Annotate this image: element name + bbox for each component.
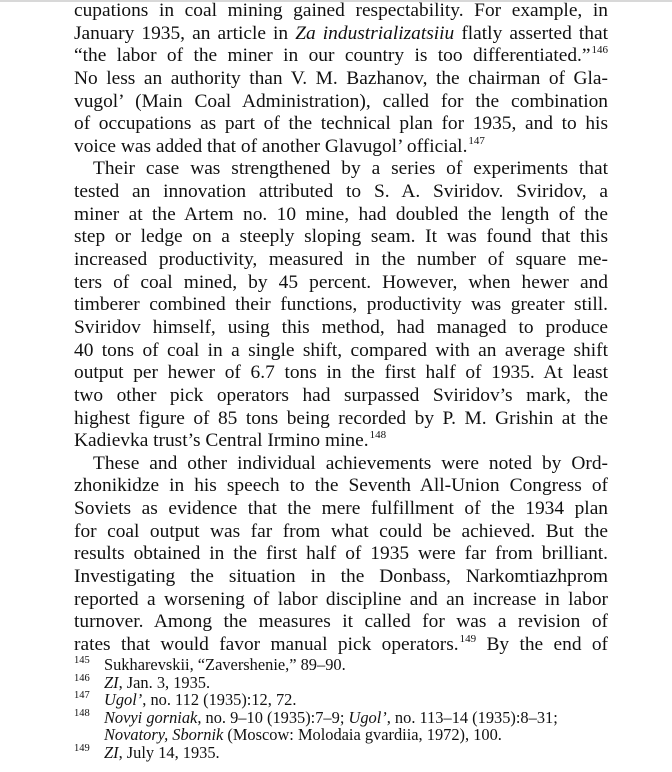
footnote-number: 147 bbox=[74, 690, 90, 702]
text-line bbox=[74, 340, 608, 363]
text-run: cupations in coal mining gained respectability. For example, in bbox=[74, 0, 608, 21]
text-run: vugol’ (Main Coal Administration), called for the combination bbox=[74, 90, 608, 112]
text-line bbox=[74, 589, 608, 612]
text-line bbox=[74, 475, 608, 498]
text-line bbox=[74, 45, 608, 68]
text-line bbox=[74, 385, 608, 408]
text-run: timberer combined their functions, productivity was greater still. bbox=[74, 294, 608, 316]
text-run: reported a worsening of labor discipline and an increase in labor bbox=[74, 588, 608, 610]
text-line bbox=[74, 136, 608, 159]
italic-text: Novyi gorniak bbox=[104, 707, 198, 727]
text-run: rates that would favor manual pick operators. bbox=[74, 633, 459, 655]
text-run: , Jan. 3, 1935. bbox=[118, 672, 211, 692]
text-run: of occupations as part of the technical plan for 1935, and to his bbox=[74, 113, 608, 135]
text-line bbox=[74, 566, 608, 589]
footnote-reference[interactable]: 146 bbox=[591, 44, 608, 57]
italic-text: ZI bbox=[104, 742, 119, 762]
text-run: miner at the Artem no. 10 mine, had doubled the length of the bbox=[74, 203, 608, 225]
text-run: flatly asserted that bbox=[454, 22, 608, 44]
text-run: ters of coal mined, by 45 percent. However, when hewer and bbox=[74, 271, 608, 293]
text-run: Sviridov himself, using this method, had managed to produce bbox=[74, 316, 608, 338]
text-line bbox=[74, 498, 608, 521]
text-run: tested an innovation attributed to S. A. Sviridov. Sviridov, a bbox=[74, 181, 608, 203]
footnote-reference[interactable]: 149 bbox=[459, 632, 477, 645]
text-line bbox=[74, 23, 608, 46]
text-run: voice was added that of another Glavugol’ official. bbox=[74, 135, 468, 157]
footnote-number: 148 bbox=[74, 707, 90, 719]
text-run: By the end of bbox=[476, 633, 609, 655]
italic-text: Za industrializatsiiu bbox=[295, 22, 455, 44]
text-line bbox=[74, 226, 608, 249]
footnote bbox=[74, 656, 614, 674]
text-line bbox=[74, 430, 608, 453]
text-run: step or ledge on a steeply sloping seam. It was found that this bbox=[74, 226, 608, 248]
text-line bbox=[74, 634, 608, 657]
text-run: , no. 112 (1935):12, 72. bbox=[142, 690, 297, 710]
footnote bbox=[74, 744, 614, 762]
italic-text: ZI bbox=[104, 672, 119, 692]
body-text bbox=[74, 0, 608, 657]
footnote bbox=[74, 726, 614, 744]
text-line bbox=[74, 543, 608, 566]
footnotes bbox=[74, 656, 614, 762]
footnote bbox=[74, 674, 614, 692]
text-run: “the labor of the miner in our country is too differentiated.” bbox=[74, 45, 591, 67]
text-run: , July 14, 1935. bbox=[118, 742, 220, 762]
footnote-reference[interactable]: 148 bbox=[369, 429, 387, 442]
italic-text: Ugol’ bbox=[348, 707, 387, 727]
text-line bbox=[74, 249, 608, 272]
text-run: two other pick operators had surpassed Sviridov’s mark, the bbox=[74, 384, 608, 406]
text-line bbox=[74, 0, 608, 23]
footnote-reference[interactable]: 147 bbox=[468, 134, 485, 147]
text-run: January 1935, an article in bbox=[74, 22, 296, 44]
text-line bbox=[74, 272, 608, 295]
text-run: , no. 113–14 (1935):8–31; bbox=[386, 707, 558, 727]
text-line bbox=[74, 453, 608, 476]
text-run: Investigating the situation in the Donbass, Narkomtiazhprom bbox=[74, 566, 608, 588]
text-run: output per hewer of 6.7 tons in the first half of 1935. At least bbox=[74, 362, 608, 384]
text-run: highest figure of 85 tons being recorded by P. M. Grishin at the bbox=[74, 407, 608, 429]
text-line bbox=[74, 408, 608, 431]
text-line bbox=[74, 294, 608, 317]
text-run: (Moscow: Molodaia gvardiia, 1972), 100. bbox=[223, 725, 502, 745]
text-run: No less an authority than V. M. Bazhanov, the chairman of Gla- bbox=[74, 67, 608, 89]
text-run: Soviets as evidence that the mere fulfillment of the 1934 plan bbox=[74, 498, 608, 520]
footnote-number: 145 bbox=[74, 655, 90, 666]
text-line bbox=[74, 68, 608, 91]
text-run: for coal output was far from what could be achieved. But the bbox=[74, 520, 608, 542]
text-line bbox=[74, 611, 608, 634]
text-line bbox=[74, 362, 608, 385]
text-run: 40 tons of coal in a single shift, compared with an average shift bbox=[74, 339, 608, 361]
text-line bbox=[74, 317, 608, 340]
italic-text: Novatory, Sbornik bbox=[104, 725, 224, 745]
text-run: Their case was strengthened by a series of experiments that bbox=[93, 158, 608, 180]
footnote bbox=[74, 709, 614, 727]
text-run: increased productivity, measured in the number of square me- bbox=[74, 249, 608, 271]
text-line bbox=[74, 113, 608, 136]
text-run: Kadievka trust’s Central Irmino mine. bbox=[74, 430, 369, 452]
text-run: results obtained in the first half of 1935 were far from brilliant. bbox=[74, 543, 608, 565]
text-line bbox=[74, 91, 608, 114]
text-line bbox=[74, 204, 608, 227]
text-run: turnover. Among the measures it called for was a revision of bbox=[74, 611, 608, 633]
footnote-number: 149 bbox=[74, 742, 90, 754]
italic-text: Ugol’ bbox=[104, 690, 143, 710]
text-run: Sukharevskii, “Zavershenie,” 89–90. bbox=[104, 655, 346, 674]
text-line bbox=[74, 181, 608, 204]
footnote-number: 146 bbox=[74, 672, 90, 684]
text-run: zhonikidze in his speech to the Seventh All-Union Congress of bbox=[74, 475, 608, 497]
text-line bbox=[74, 521, 608, 544]
text-line bbox=[74, 158, 608, 181]
text-run: These and other individual achievements were noted by Ord- bbox=[93, 452, 608, 474]
text-run: , no. 9–10 (1935):7–9; bbox=[197, 707, 349, 727]
footnote bbox=[74, 691, 614, 709]
